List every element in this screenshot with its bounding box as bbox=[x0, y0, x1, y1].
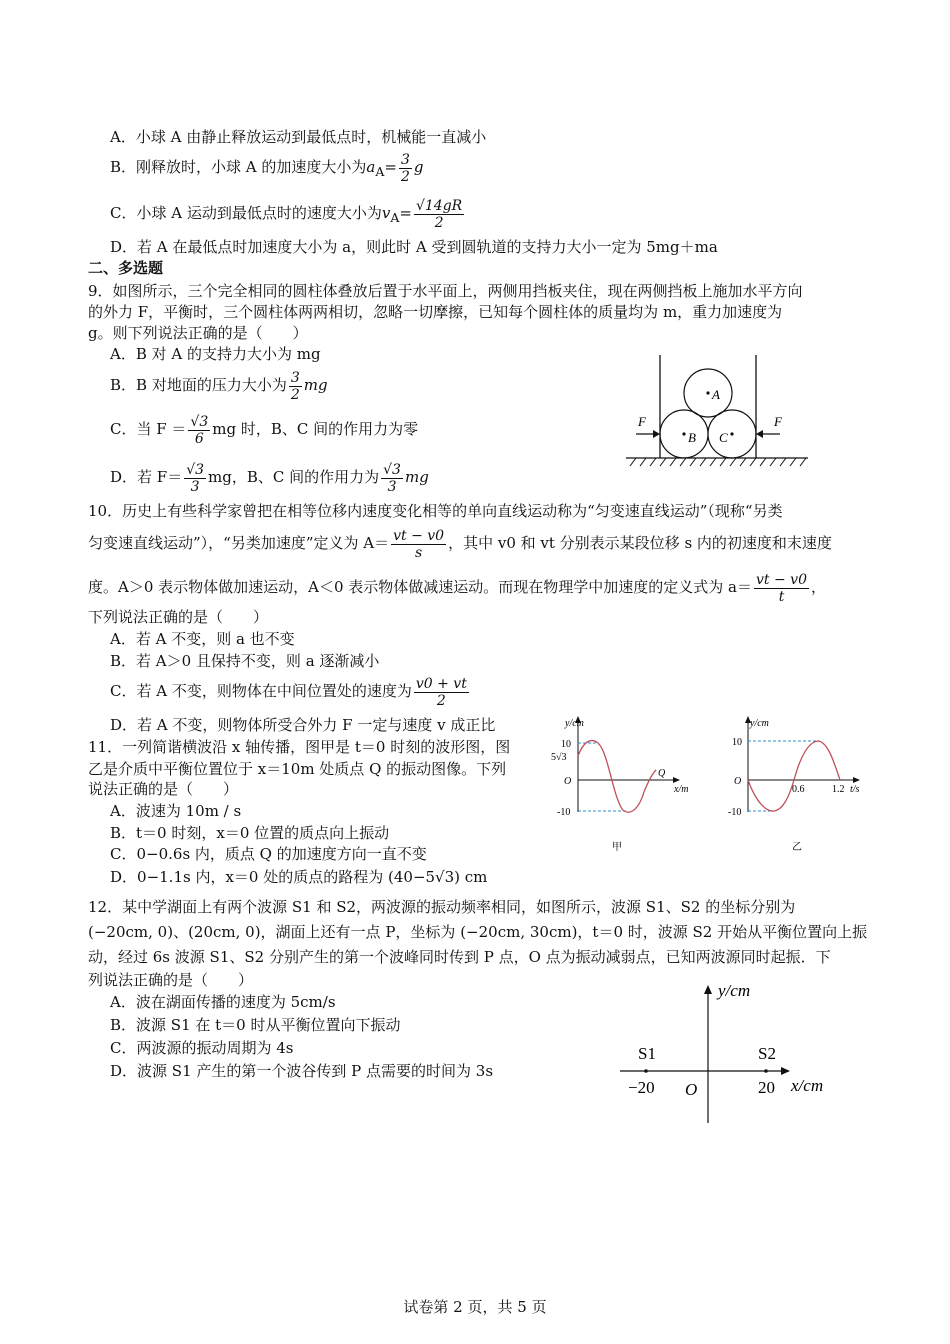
x-axis-arrow-q12 bbox=[781, 1067, 790, 1075]
q12-stem-line2: (−20cm, 0)、(20cm, 0)，湖面上还有一点 P，坐标为 (−20cm, 30cm)，t＝0 时，波源 S2 开始从平衡位置向上振 bbox=[88, 923, 868, 941]
left-force-arrow bbox=[653, 430, 660, 438]
q12-stem-line4: 列说法正确的是（ ） bbox=[88, 971, 254, 989]
q11-option-b: B．t＝0 时刻，x＝0 位置的质点向上振动 bbox=[110, 824, 390, 842]
q12-option-d: D．波源 S1 产生的第一个波谷传到 P 点需要的时间为 3s bbox=[110, 1062, 494, 1080]
tick-0-6: 0.6 bbox=[792, 784, 805, 795]
q8-option-b-fraction: $\frac{3}{2}$ bbox=[400, 151, 410, 185]
q10-option-a: A．若 A 不变，则 a 也不变 bbox=[110, 630, 295, 648]
q8-option-b-equals: = bbox=[384, 158, 397, 176]
q10-stem-line3: 度。A＞0 表示物体做加速运动，A＜0 表示物体做减速运动。而现在物理学中加速度的定义式为 a＝ $\frac{vt - v0}{t}$ ， bbox=[88, 571, 827, 605]
q12-coordinate-figure bbox=[614, 975, 844, 1130]
label-a: A bbox=[712, 387, 720, 402]
q8-option-a: A．小球 A 由静止释放运动到最低点时，机械能一直减小 bbox=[110, 128, 487, 146]
q8-option-c-subscript: A bbox=[390, 210, 400, 225]
q12-option-a: A．波在湖面传播的速度为 5cm/s bbox=[110, 993, 336, 1011]
q8-option-c-text: C．小球 A 运动到最低点时的速度大小为 bbox=[110, 204, 382, 222]
q11-wave-graph-jia bbox=[548, 712, 713, 852]
q10-stem-line1: 10．历史上有些科学家曾把在相等位移内速度变化相等的单向直线运动称为“匀变速直线运动”（现称“另类 bbox=[88, 502, 783, 520]
vibration-curve bbox=[748, 741, 840, 811]
tick-20: 20 bbox=[758, 1078, 775, 1097]
s1-label: S1 bbox=[638, 1044, 656, 1063]
t-axis-arrow bbox=[853, 777, 860, 783]
y-axis-label-q12: y/cm bbox=[718, 981, 751, 1000]
q11-stem-line3: 说法正确的是（ ） bbox=[88, 780, 239, 798]
q9-option-b: B．B 对地面的压力大小为 $\frac{3}{2}$ mg bbox=[110, 369, 328, 403]
q10-stem-line4: 下列说法正确的是（ ） bbox=[88, 608, 269, 626]
caption-jia: 甲 bbox=[612, 842, 622, 852]
q8-option-b bbox=[110, 150, 424, 189]
source-s1-point bbox=[644, 1069, 648, 1073]
q9-cylinders-figure bbox=[622, 350, 812, 468]
q8-option-c-symbol: v bbox=[381, 204, 391, 222]
t-axis-label: t/s bbox=[850, 784, 860, 795]
q8-option-d: D．若 A 在最低点时加速度大小为 a，则此时 A 受到圆轨道的支持力大小一定为 5mg＋ma bbox=[110, 238, 718, 256]
q9-stem-line3: g。则下列说法正确的是（ ） bbox=[88, 324, 308, 342]
x-axis-label-q12: x/cm bbox=[791, 1076, 824, 1095]
tick-1-2: 1.2 bbox=[832, 784, 845, 795]
q11-vibration-graph-yi bbox=[720, 712, 870, 852]
right-force-arrow bbox=[756, 430, 763, 438]
q8-option-b-symbol: a bbox=[366, 158, 376, 176]
q11-stem-line1: 11．一列简谐横波沿 x 轴传播，图甲是 t＝0 时刻的波形图，图 bbox=[88, 738, 511, 756]
q8-option-b-subscript: A bbox=[375, 164, 385, 179]
section-title: 二、多选题 bbox=[88, 259, 164, 277]
y-axis-arrow-q12 bbox=[704, 985, 712, 994]
q12-option-c: C．两波源的振动周期为 4s bbox=[110, 1039, 294, 1057]
q8-option-b-text: B．刚释放时，小球 A 的加速度大小为 bbox=[110, 158, 367, 176]
q11-option-c: C．0−0.6s 内，质点 Q 的加速度方向一直不变 bbox=[110, 845, 427, 863]
q10-option-c: C．若 A 不变，则物体在中间位置处的速度为 $\frac{v0 + vt}{2}$ bbox=[110, 675, 467, 709]
y-axis-label: y/cm bbox=[565, 718, 584, 729]
q10-stem-line2: 匀变速直线运动”），“另类加速度”定义为 A＝ $\frac{vt - v0}{s}$ ，其中 v0 和 vt 分别表示某段位移 s 内的初速度和末速度 bbox=[88, 527, 832, 561]
origin-label: O bbox=[564, 776, 572, 787]
label-f-right: F bbox=[774, 414, 782, 429]
caption-yi: 乙 bbox=[792, 842, 802, 852]
label-c: C bbox=[719, 430, 728, 445]
q11-stem-line2: 乙是介质中平衡位置位于 x＝10m 处质点 Q 的振动图像。下列 bbox=[88, 760, 507, 778]
x-axis-label: x/m bbox=[674, 784, 689, 795]
x-axis-arrow bbox=[673, 777, 680, 783]
q12-stem-line1: 12．某中学湖面上有两个波源 S1 和 S2，两波源的振动频率相同，如图所示，波源 S1、S2 的坐标分别为 bbox=[88, 898, 796, 916]
q12-option-b: B．波源 S1 在 t＝0 时从平衡位置向下振动 bbox=[110, 1016, 401, 1034]
label-b: B bbox=[688, 430, 696, 445]
tick-10-yi: 10 bbox=[732, 737, 742, 748]
tick-neg10-yi: -10 bbox=[728, 807, 742, 818]
tick-5root3: 5√3 bbox=[551, 752, 567, 763]
q10-option-d: D．若 A 不变，则物体所受合外力 F 一定与速度 v 成正比 bbox=[110, 716, 496, 734]
origin-label-q12: O bbox=[685, 1080, 698, 1099]
wave-curve bbox=[578, 741, 656, 813]
point-q-label: Q bbox=[658, 768, 666, 779]
q9-option-a: A．B 对 A 的支持力大小为 mg bbox=[110, 345, 321, 363]
q9-option-d: D．若 F＝ $\frac{√3}{3}$ mg，B、C 间的作用力为 $\frac{√3}{3}$ mg bbox=[110, 461, 429, 495]
q9-stem-line1: 9．如图所示，三个完全相同的圆柱体叠放后置于水平面上，两侧用挡板夹住，现在两侧挡板上施加水平方向 bbox=[88, 282, 803, 300]
q9-option-c: C．当 F ＝ $\frac{√3}{6}$ mg 时，B、C 间的作用力为零 bbox=[110, 413, 419, 447]
s2-label: S2 bbox=[758, 1044, 776, 1063]
q8-option-c bbox=[110, 196, 466, 235]
q8-option-c-equals: = bbox=[399, 204, 412, 222]
origin-label-yi: O bbox=[734, 776, 742, 787]
tick-neg20: −20 bbox=[628, 1078, 655, 1097]
ground-hatch bbox=[630, 458, 806, 466]
q11-option-a: A．波速为 10m / s bbox=[110, 802, 242, 820]
q8-option-b-g: g bbox=[413, 158, 424, 176]
y-axis-label-yi: y/cm bbox=[750, 718, 769, 729]
q10-option-b: B．若 A＞0 且保持不变，则 a 逐渐减小 bbox=[110, 652, 380, 670]
page-footer: 试卷第 2 页，共 5 页 bbox=[403, 1298, 547, 1316]
tick-neg10: -10 bbox=[557, 807, 571, 818]
q12-stem-line3: 动，经过 6s 波源 S1、S2 分别产生的第一个波峰同时传到 P 点，O 点为振动减弱点，已知两波源同时起振．下 bbox=[88, 948, 831, 966]
source-s2-point bbox=[764, 1069, 768, 1073]
label-f-left: F bbox=[638, 414, 646, 429]
q11-option-d: D．0−1.1s 内，x＝0 处的质点的路程为 (40−5√3) cm bbox=[110, 868, 488, 886]
q8-option-c-fraction: $\frac{√14gR}{2}$ bbox=[415, 197, 463, 231]
q9-stem-line2: 的外力 F，平衡时，三个圆柱体两两相切，忽略一切摩擦，已知每个圆柱体的质量均为 m，重力加速度为 bbox=[88, 303, 783, 321]
tick-10: 10 bbox=[561, 739, 571, 750]
